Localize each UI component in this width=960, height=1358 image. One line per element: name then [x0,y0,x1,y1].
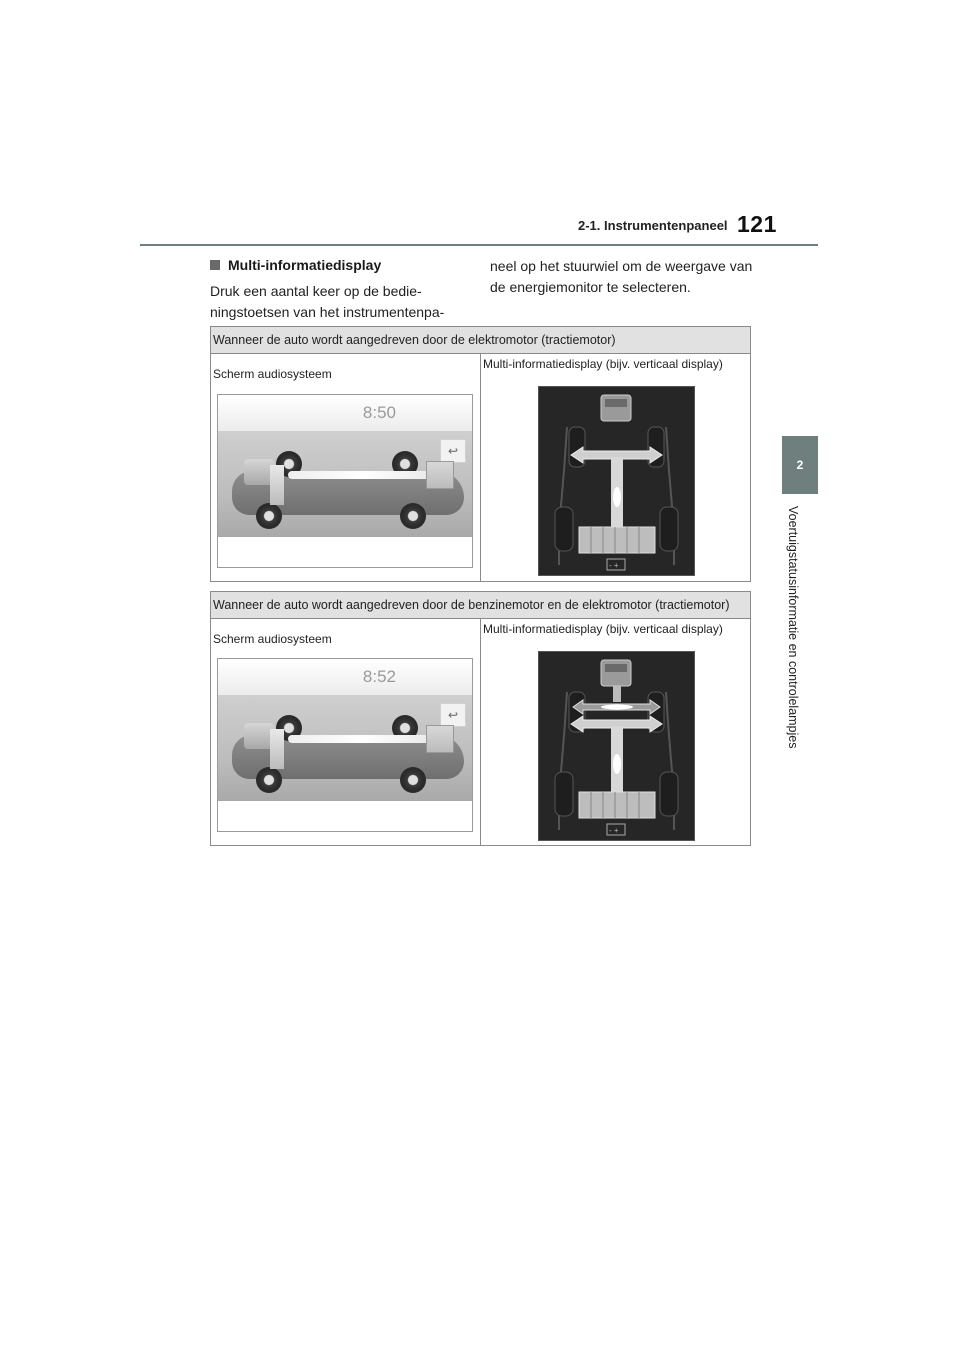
table-heading: Wanneer de auto wordt aangedreven door de elektromotor (tractiemotor) [211,327,750,354]
square-bullet-icon [210,260,220,270]
audio-system-screen-image [217,658,473,832]
intro-paragraph-right: neel op het stuurwiel om de weergave van de energiemonitor te selecteren. [490,258,753,295]
energy-flow-diagram-icon [539,652,694,840]
back-icon: ↩ [440,703,466,727]
intro-right-column [490,256,760,298]
page-number: 121 [737,211,777,237]
clock: 8:52 [362,667,396,686]
cell-label: Scherm audiosysteem [213,367,332,381]
audio-system-screen-image [217,394,473,568]
mid-display-cell [481,619,750,845]
section-heading [210,256,480,274]
svg-text:- +: - + [609,561,619,570]
audio-screen-cell [211,619,481,845]
wheel-icon [256,767,282,793]
energy-flow-line [288,471,438,479]
hybrid-mode-table [210,591,751,846]
chapter-tab [782,436,818,494]
back-icon: ↩ [440,439,466,463]
header-divider [140,244,818,246]
clock: 8:50 [362,403,396,422]
chapter-title: Voertuigstatusinformatie en controlelampjes [786,506,800,749]
cell-label: Multi-informatiedisplay (bijv. verticaal display) [483,357,723,371]
energy-flow-line [288,735,438,743]
cell-label: Scherm audiosysteem [213,632,332,646]
audio-screen-cell [211,354,481,581]
mid-display-cell [481,354,750,581]
chapter-number: 2 [796,458,804,472]
running-header-section: 2-1. Instrumentenpaneel [578,218,728,233]
motor-arrow-icon [270,465,284,505]
wheel-icon [400,503,426,529]
wheel-icon [400,767,426,793]
intro-left-column [210,256,480,323]
table-heading: Wanneer de auto wordt aangedreven door de benzinemotor en de elektromotor (tractiemotor) [211,592,750,619]
wheel-icon [256,503,282,529]
multi-info-display-image [538,651,695,841]
electric-mode-table [210,326,751,582]
motor-arrow-icon [270,729,284,769]
section-heading-text: Multi-informatiedisplay [228,257,382,273]
energy-monitor-car-illustration [218,695,472,801]
svg-text:- +: - + [609,826,619,835]
energy-flow-diagram-icon [539,387,694,575]
battery-icon [426,461,454,489]
battery-icon [426,725,454,753]
multi-info-display-image [538,386,695,576]
cell-label: Multi-informatiedisplay (bijv. verticaal display) [483,622,723,636]
energy-monitor-car-illustration [218,431,472,537]
intro-paragraph-left: Druk een aantal keer op de bedie-ningstoetsen van het instrumentenpa- [210,283,445,320]
